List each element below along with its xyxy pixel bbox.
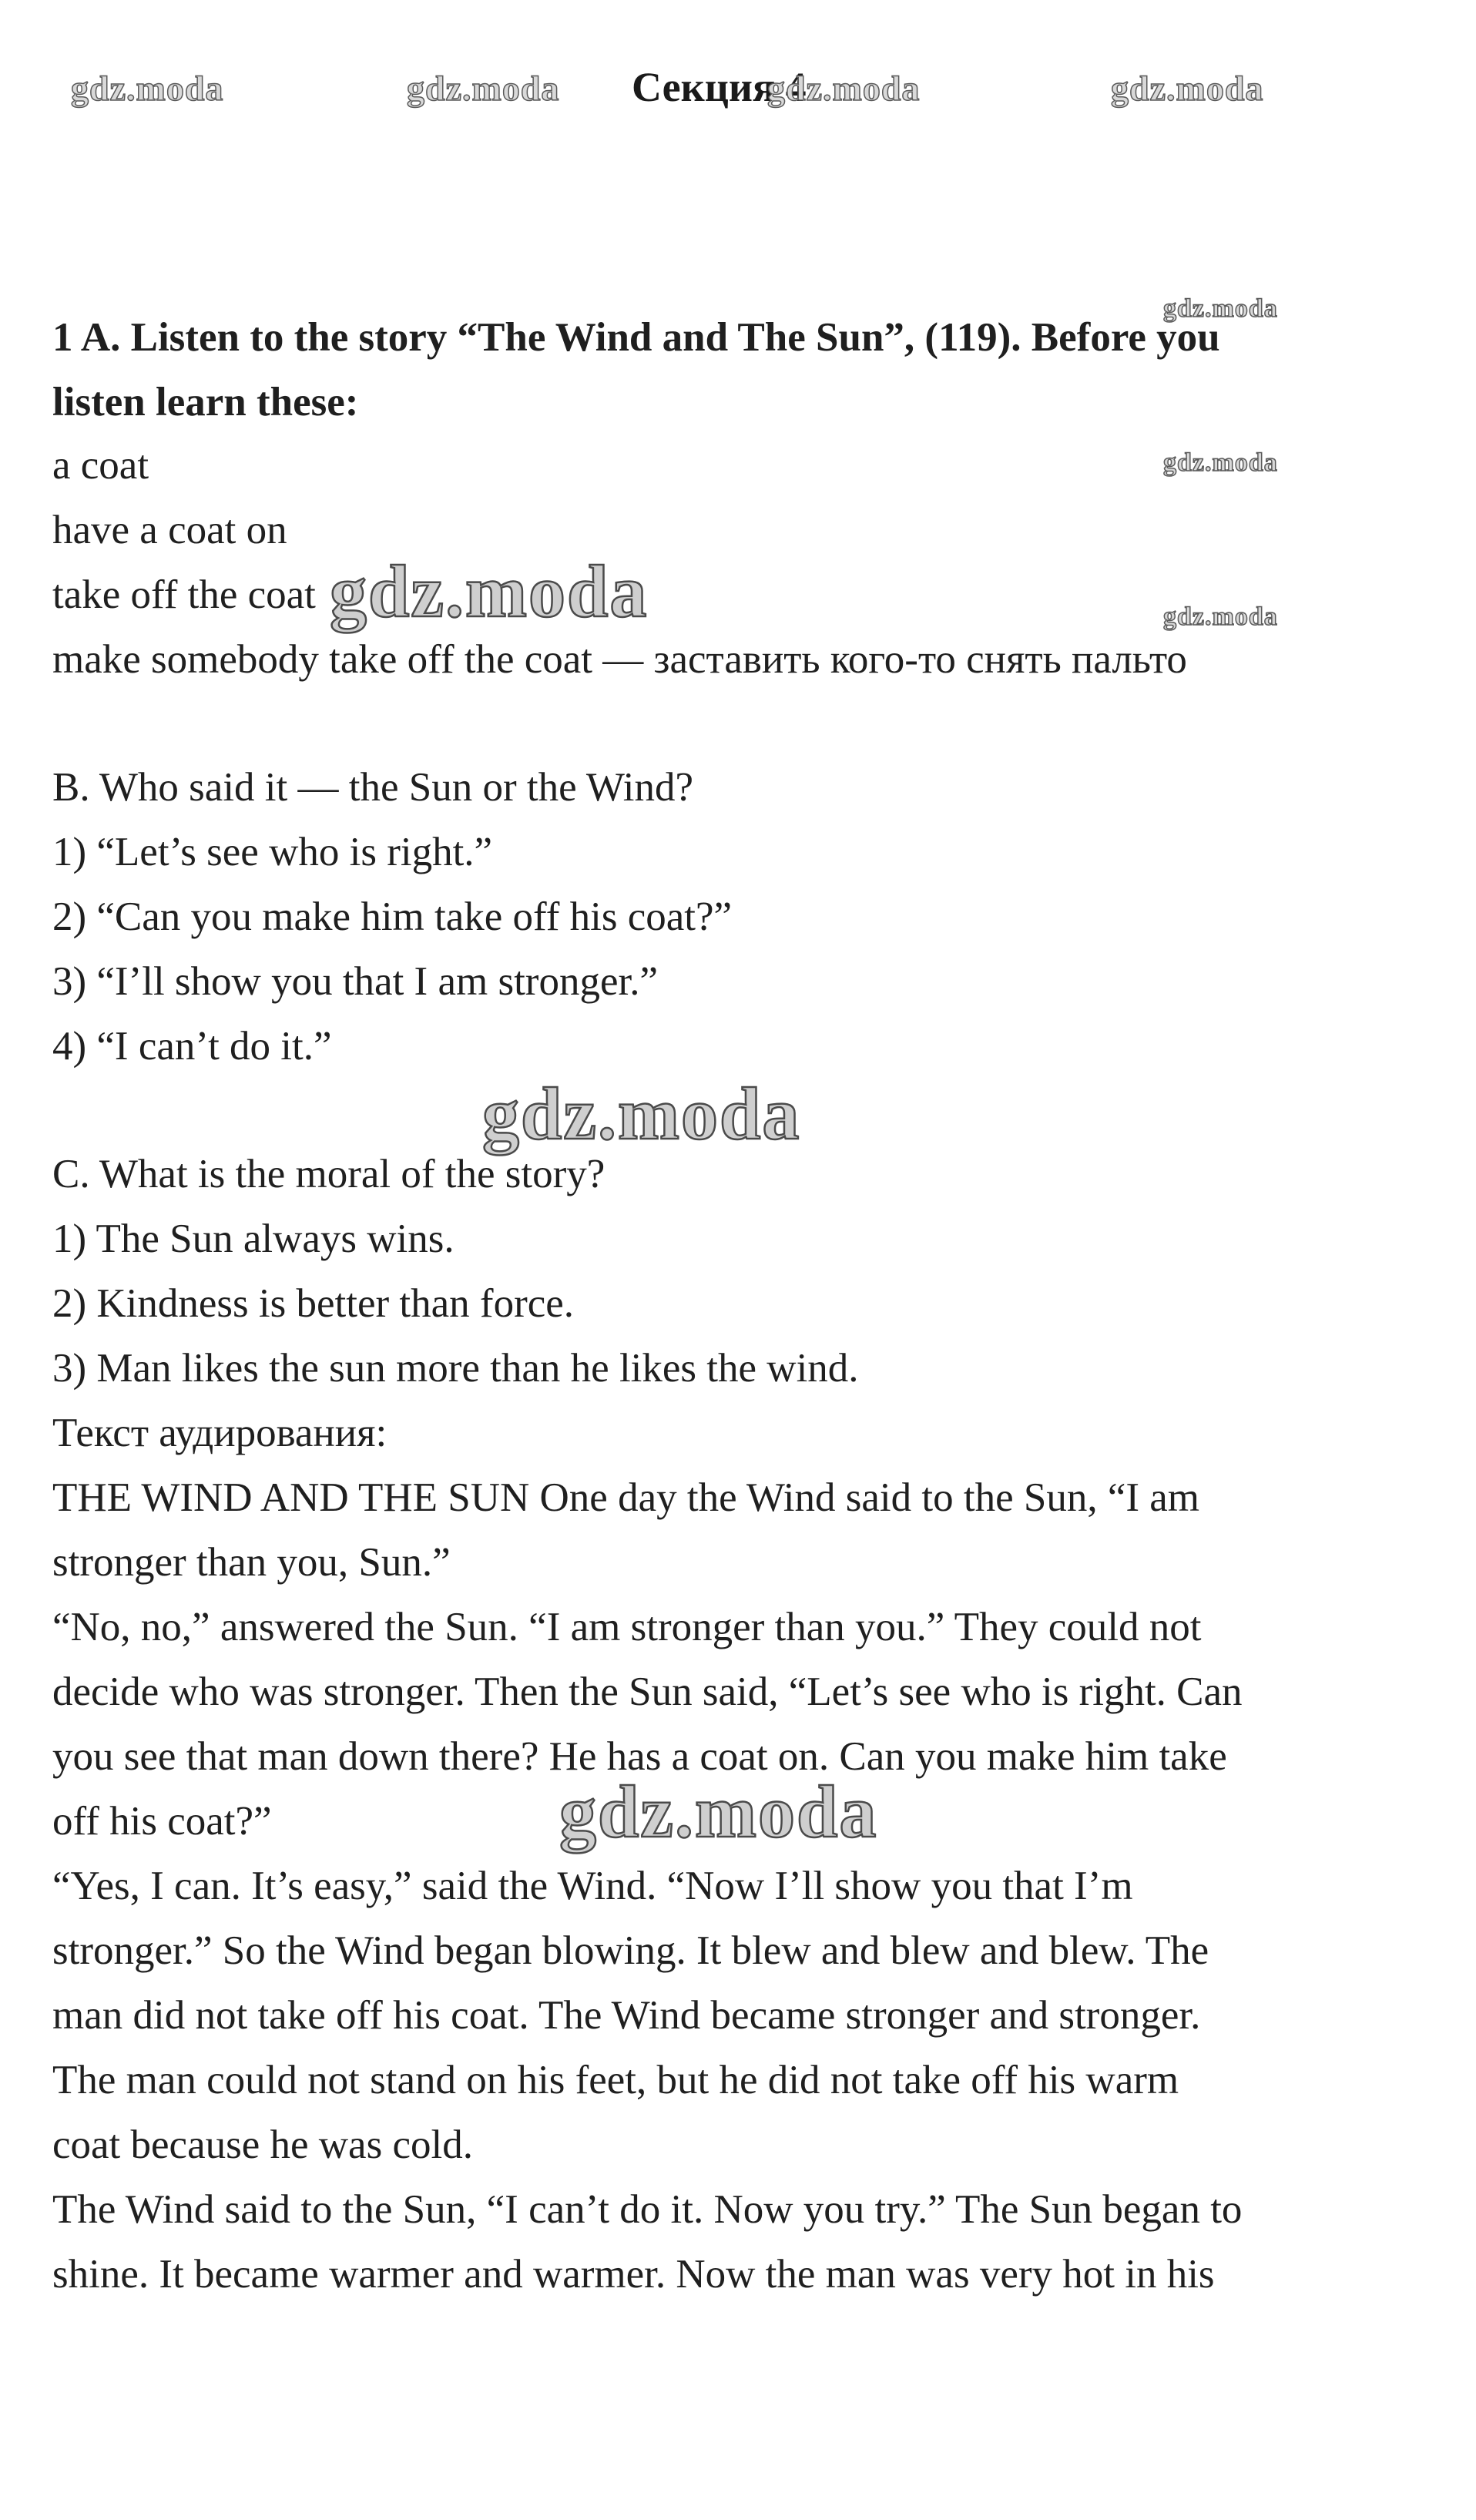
task-c-item: 3) Man likes the sun more than he likes the wind.: [52, 1346, 859, 1391]
listening-line: shine. It became warmer and warmer. Now the man was very hot in his: [52, 2252, 1215, 2297]
task-title-line-1: 1 A. Listen to the story “The Wind and The Sun”, (119). Before you: [52, 315, 1220, 360]
watermark: gdz.moda: [330, 550, 649, 633]
watermark: gdz.moda: [1163, 294, 1278, 323]
watermark: gdz.moda: [1163, 602, 1278, 631]
listening-line: “Yes, I can. It’s easy,” said the Wind. “Now I’ll show you that I’m: [52, 1864, 1133, 1908]
task-b-item: 4) “I can’t do it.”: [52, 1024, 332, 1069]
listening-line: man did not take off his coat. The Wind became stronger and stronger.: [52, 1993, 1201, 2038]
vocab-item: have a coat on: [52, 508, 287, 552]
task-title-line-2: listen learn these:: [52, 380, 359, 424]
watermark: gdz.moda: [559, 1770, 878, 1853]
listening-line: THE WIND AND THE SUN One day the Wind said to the Sun, “I am: [52, 1475, 1200, 1520]
task-b-item: 3) “I’ll show you that I am stronger.”: [52, 959, 658, 1004]
listening-line: you see that man down there? He has a coat on. Can you make him take: [52, 1734, 1227, 1779]
listening-line: decide who was stronger. Then the Sun said, “Let’s see who is right. Can: [52, 1669, 1243, 1714]
listening-heading: Текст аудирования:: [52, 1411, 387, 1455]
task-c-item: 1) The Sun always wins.: [52, 1216, 455, 1261]
watermark: gdz.moda: [1163, 448, 1278, 477]
vocab-item: take off the coat: [52, 572, 316, 617]
task-b-item: 1) “Let’s see who is right.”: [52, 830, 493, 874]
watermark: gdz.moda: [407, 69, 560, 108]
task-c-item: 2) Kindness is better than force.: [52, 1281, 575, 1326]
listening-line: stronger.” So the Wind began blowing. It blew and blew and blew. The: [52, 1928, 1209, 1973]
task-b-item: 2) “Can you make him take off his coat?”: [52, 894, 733, 939]
watermark: gdz.moda: [1111, 69, 1264, 108]
watermark: gdz.moda: [482, 1072, 801, 1155]
watermark: gdz.moda: [767, 69, 921, 108]
listening-line: coat because he was cold.: [52, 2122, 473, 2167]
listening-line: off his coat?”: [52, 1799, 272, 1844]
vocab-item: a coat: [52, 443, 149, 488]
watermark: gdz.moda: [71, 69, 224, 108]
page-header: [0, 63, 1476, 117]
section-title: Секция 4: [632, 64, 807, 110]
listening-line: “No, no,” answered the Sun. “I am stronger than you.” They could not: [52, 1605, 1202, 1649]
listening-line: The man could not stand on his feet, but he did not take off his warm: [52, 2058, 1179, 2102]
listening-line: The Wind said to the Sun, “I can’t do it. Now you try.” The Sun began to: [52, 2187, 1243, 2232]
vocab-item: make somebody take off the coat — заставить кого-то снять пальто: [52, 637, 1187, 682]
task-b-question: B. Who said it — the Sun or the Wind?: [52, 765, 694, 810]
listening-line: stronger than you, Sun.”: [52, 1540, 451, 1585]
task-c-question: C. What is the moral of the story?: [52, 1152, 605, 1196]
